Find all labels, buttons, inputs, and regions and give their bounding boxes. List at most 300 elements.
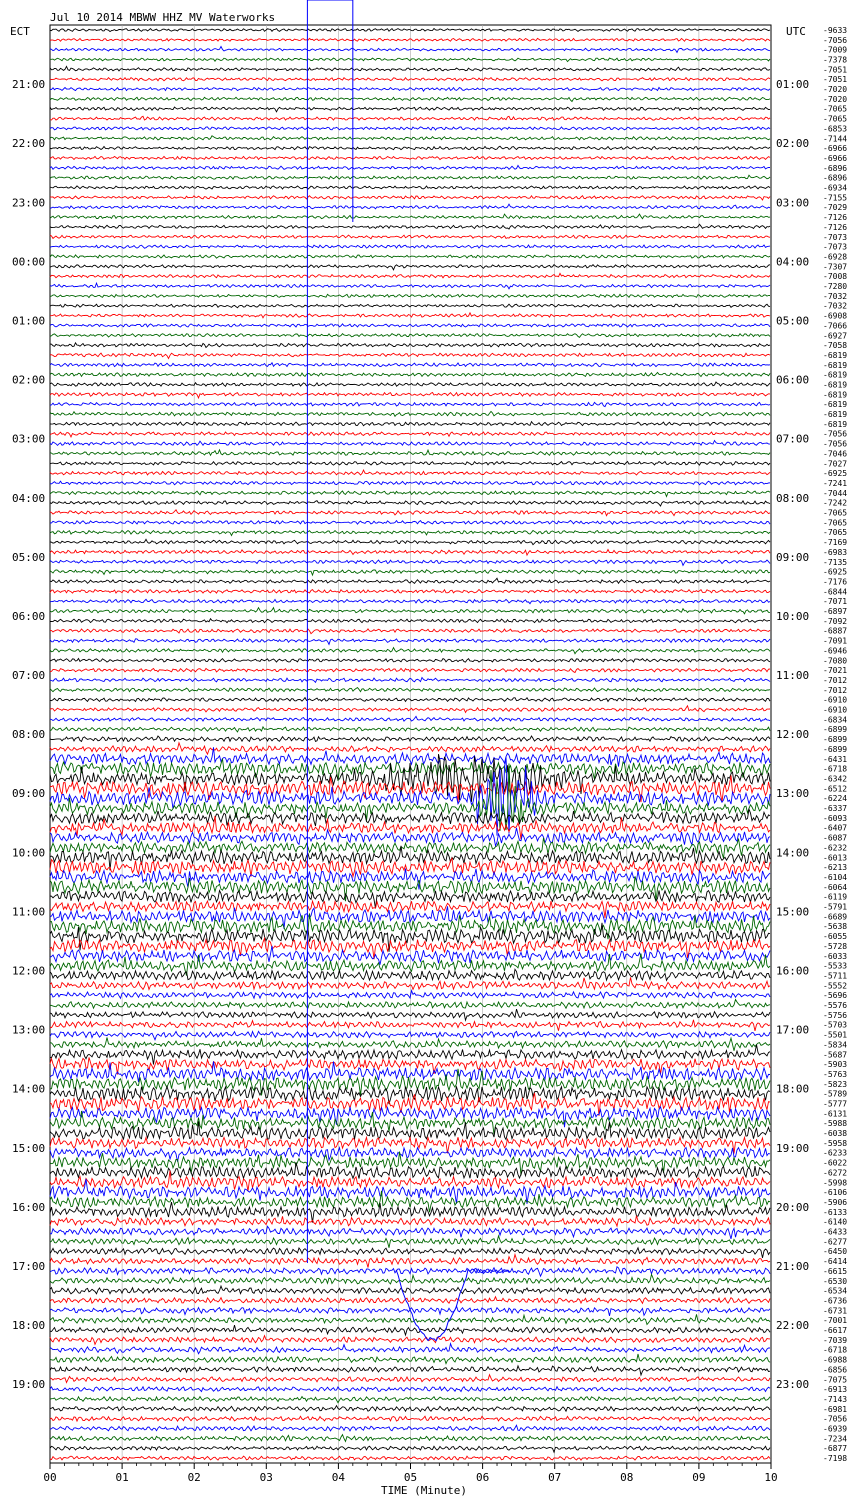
right-hour-label: 04:00	[776, 255, 810, 269]
right-hour-labels	[776, 78, 809, 1391]
trace-row-58	[50, 599, 770, 603]
row-value-label: -6433	[823, 1227, 848, 1237]
row-value-label: -7056	[823, 429, 848, 439]
row-value-label: -6022	[823, 1158, 848, 1168]
trace-row-1	[50, 38, 770, 41]
trace-row-27	[50, 294, 770, 297]
trace-row-47	[50, 491, 770, 497]
x-tick-label: 01	[115, 1471, 129, 1484]
row-value-label: -6038	[823, 1129, 848, 1139]
right-hour-label: 19:00	[776, 1141, 810, 1155]
x-tick-label: 00	[43, 1471, 57, 1484]
row-value-label: -6925	[823, 567, 848, 577]
x-tick-label: 10	[764, 1471, 778, 1484]
trace-row-62	[50, 639, 770, 645]
trace-row-55	[50, 570, 770, 575]
row-value-label: -7051	[823, 65, 848, 75]
row-value-label: -6819	[823, 380, 848, 390]
trace-row-40	[50, 422, 770, 426]
row-value-label: -7280	[823, 282, 848, 292]
row-value-label: -6913	[823, 1385, 848, 1395]
row-value-label: -7012	[823, 685, 848, 695]
left-hour-labels	[12, 78, 45, 1391]
row-value-labels	[823, 26, 847, 1463]
right-hour-label: 08:00	[776, 491, 810, 505]
x-axis-label: TIME (Minute)	[380, 1484, 468, 1497]
row-value-label: -6988	[823, 1355, 848, 1365]
row-value-label: -6093	[823, 813, 848, 823]
row-value-label: -6617	[823, 1326, 848, 1336]
row-value-label: -6342	[823, 774, 848, 784]
row-value-label: -7092	[823, 616, 848, 626]
row-value-label: -7046	[823, 449, 848, 459]
trace-row-115	[50, 1152, 770, 1176]
trace-row-87	[50, 876, 770, 901]
right-hour-label: 03:00	[776, 196, 810, 210]
left-hour-label: 17:00	[12, 1260, 46, 1274]
trace-row-63	[50, 648, 770, 654]
row-value-label: -7241	[823, 478, 848, 488]
right-hour-label: 13:00	[776, 787, 810, 801]
trace-row-136	[50, 1366, 770, 1375]
trace-row-29	[50, 313, 770, 318]
row-value-label: -6939	[823, 1424, 848, 1434]
row-value-label: -5789	[823, 1089, 848, 1099]
trace-row-38	[50, 402, 770, 406]
trace-row-91	[50, 913, 770, 939]
trace-row-56	[50, 578, 770, 583]
row-value-label: -6087	[823, 833, 848, 843]
trace-row-145	[50, 1456, 770, 1460]
trace-row-39	[50, 411, 770, 416]
row-value-label: -6928	[823, 252, 848, 262]
right-hour-label: 09:00	[776, 550, 810, 564]
row-value-label: -6897	[823, 607, 848, 617]
trace-row-21	[50, 235, 770, 239]
row-value-label: -7065	[823, 508, 848, 518]
trace-row-133	[50, 1336, 770, 1345]
row-value-label: -7029	[823, 203, 848, 213]
trace-row-32	[50, 343, 770, 348]
trace-row-33	[50, 353, 770, 358]
row-value-label: -6133	[823, 1207, 848, 1217]
row-value-label: -5834	[823, 1040, 848, 1050]
row-value-label: -7056	[823, 439, 848, 449]
trace-row-64	[50, 659, 770, 663]
trace-row-68	[50, 698, 770, 702]
row-value-label: -6277	[823, 1237, 848, 1247]
row-value-label: -5552	[823, 981, 848, 991]
right-hour-label: 14:00	[776, 846, 810, 860]
row-value-label: -5906	[823, 1197, 848, 1207]
row-value-label: -6232	[823, 843, 848, 853]
row-value-label: -6910	[823, 695, 848, 705]
left-hour-label: 08:00	[12, 728, 46, 742]
row-value-label: -6819	[823, 400, 848, 410]
trace-row-135	[50, 1354, 770, 1364]
trace-row-59	[50, 608, 770, 614]
row-value-label: -7307	[823, 262, 848, 272]
trace-row-11	[50, 136, 770, 140]
left-hour-label: 03:00	[12, 432, 46, 446]
row-value-label: -6899	[823, 725, 848, 735]
trace-row-71	[50, 727, 770, 732]
right-hour-label: 17:00	[776, 1023, 810, 1037]
x-tick-label: 03	[259, 1471, 273, 1484]
left-hour-label: 15:00	[12, 1141, 46, 1155]
row-value-label: -6896	[823, 173, 848, 183]
left-hour-label: 07:00	[12, 669, 46, 683]
row-value-label: -7126	[823, 222, 848, 232]
right-hour-label: 07:00	[776, 432, 810, 446]
row-value-label: -7012	[823, 675, 848, 685]
trace-row-70	[50, 716, 770, 721]
trace-row-19	[50, 214, 770, 219]
row-value-label: -6946	[823, 646, 848, 656]
trace-row-0	[50, 29, 770, 32]
row-value-label: -6104	[823, 872, 848, 882]
row-value-label: -7378	[823, 55, 848, 65]
row-value-label: -7155	[823, 193, 848, 203]
trace-row-36	[50, 382, 770, 386]
row-value-label: -5958	[823, 1138, 848, 1148]
row-value-label: -6934	[823, 183, 848, 193]
trace-row-7	[50, 97, 770, 101]
trace-row-51	[50, 531, 770, 536]
row-value-label: -6106	[823, 1188, 848, 1198]
trace-row-122	[50, 1226, 770, 1239]
left-axis-title: ECT	[10, 25, 30, 38]
trace-row-10	[50, 127, 770, 130]
row-value-label: -6819	[823, 390, 848, 400]
trace-row-98	[50, 991, 770, 999]
row-value-label: -6033	[823, 951, 848, 961]
row-value-label: -6407	[823, 823, 848, 833]
row-value-label: -7032	[823, 301, 848, 311]
trace-row-103	[50, 1038, 770, 1051]
right-hour-label: 01:00	[776, 78, 810, 92]
trace-row-44	[50, 462, 770, 466]
left-hour-label: 09:00	[12, 787, 46, 801]
row-value-label: -5728	[823, 941, 848, 951]
trace-row-14	[50, 165, 770, 169]
trace-row-16	[50, 186, 770, 189]
trace-row-54	[50, 560, 770, 565]
row-value-label: -6981	[823, 1404, 848, 1414]
row-value-label: -6718	[823, 764, 848, 774]
trace-row-31	[50, 334, 770, 338]
trace-row-121	[50, 1216, 770, 1226]
row-value-label: -7143	[823, 1394, 848, 1404]
row-value-label: -7091	[823, 636, 848, 646]
left-hour-label: 22:00	[12, 137, 46, 151]
trace-row-3	[50, 58, 770, 62]
trace-row-66	[50, 678, 770, 683]
trace-row-144	[50, 1446, 770, 1452]
trace-row-134	[50, 1344, 770, 1354]
row-value-label: -7065	[823, 528, 848, 538]
row-value-label: -7021	[823, 666, 848, 676]
row-value-label: -7176	[823, 577, 848, 587]
row-value-label: -7001	[823, 1316, 848, 1326]
row-value-label: -5711	[823, 971, 848, 981]
chart-title: Jul 10 2014 MBWW HHZ MV Waterworks	[50, 11, 276, 24]
row-value-label: -6131	[823, 1109, 848, 1119]
row-value-label: -5988	[823, 1119, 848, 1129]
right-hour-label: 18:00	[776, 1082, 810, 1096]
row-value-label: -6896	[823, 163, 848, 173]
row-value-label: -6213	[823, 863, 848, 873]
right-hour-label: 21:00	[776, 1260, 810, 1274]
trace-row-12	[50, 146, 770, 150]
trace-row-118	[50, 1179, 770, 1204]
trace-row-48	[50, 501, 770, 506]
right-hour-label: 11:00	[776, 669, 810, 683]
trace-row-5	[50, 78, 770, 81]
trace-row-61	[50, 629, 770, 634]
minute-gridlines	[122, 25, 699, 1463]
trace-row-101	[50, 1020, 770, 1031]
trace-row-143	[50, 1435, 770, 1442]
row-value-label: -5998	[823, 1178, 848, 1188]
right-hour-label: 02:00	[776, 137, 810, 151]
x-tick-label: 04	[331, 1471, 346, 1484]
trace-row-34	[50, 363, 770, 367]
row-value-label: -5703	[823, 1020, 848, 1030]
row-value-label: -7144	[823, 134, 848, 144]
row-value-label: -6908	[823, 311, 848, 321]
trace-row-140	[50, 1406, 770, 1412]
row-value-label: -6877	[823, 1444, 848, 1454]
trace-row-73	[50, 743, 770, 754]
row-value-label: -6615	[823, 1266, 848, 1276]
row-value-label: -6844	[823, 587, 848, 597]
row-value-label: -7198	[823, 1454, 848, 1464]
row-value-label: -6899	[823, 744, 848, 754]
row-value-label: -6819	[823, 370, 848, 380]
row-value-label: -7080	[823, 656, 848, 666]
row-value-label: -7075	[823, 1375, 848, 1385]
row-value-label: -7020	[823, 85, 848, 95]
trace-row-45	[50, 470, 770, 475]
row-value-label: -6534	[823, 1286, 848, 1296]
trace-row-137	[50, 1375, 770, 1383]
trace-row-131	[50, 1314, 770, 1324]
trace-row-52	[50, 539, 770, 544]
row-value-label: -6013	[823, 853, 848, 863]
row-value-label: -6834	[823, 715, 848, 725]
left-hour-label: 14:00	[12, 1082, 46, 1096]
row-value-label: -5638	[823, 922, 848, 932]
row-value-label: -7056	[823, 1414, 848, 1424]
row-value-label: -6337	[823, 804, 848, 814]
row-value-label: -5687	[823, 1050, 848, 1060]
trace-row-105	[50, 1057, 770, 1074]
row-value-label: -6414	[823, 1257, 848, 1267]
left-hour-label: 19:00	[12, 1378, 46, 1392]
row-value-label: -6450	[823, 1247, 848, 1257]
row-value-label: -5903	[823, 1060, 848, 1070]
left-hour-label: 12:00	[12, 964, 46, 978]
row-value-label: -6966	[823, 144, 848, 154]
left-hour-label: 02:00	[12, 373, 46, 387]
row-value-label: -6272	[823, 1168, 848, 1178]
right-hour-label: 20:00	[776, 1200, 810, 1214]
row-value-label: -5823	[823, 1079, 848, 1089]
right-hour-label: 16:00	[776, 964, 810, 978]
x-axis-ticks	[43, 1463, 777, 1484]
row-value-label: -6736	[823, 1296, 848, 1306]
trace-row-129	[50, 1297, 770, 1304]
x-tick-label: 08	[620, 1471, 634, 1484]
row-value-label: -7242	[823, 498, 848, 508]
row-value-label: -7066	[823, 321, 848, 331]
row-value-label: -7056	[823, 35, 848, 45]
right-hour-label: 10:00	[776, 609, 810, 623]
row-value-label: -7009	[823, 45, 848, 55]
trace-row-20	[50, 224, 770, 229]
trace-row-124	[50, 1248, 770, 1258]
row-value-label: -7032	[823, 291, 848, 301]
right-hour-label: 23:00	[776, 1378, 810, 1392]
right-hour-label: 15:00	[776, 905, 810, 919]
left-hour-label: 18:00	[12, 1319, 46, 1333]
trace-row-142	[50, 1425, 770, 1431]
right-hour-label: 12:00	[776, 728, 810, 742]
row-value-label: -5756	[823, 1010, 848, 1020]
row-value-label: -6819	[823, 410, 848, 420]
row-value-label: -5777	[823, 1099, 848, 1109]
trace-row-50	[50, 521, 770, 525]
trace-row-126	[50, 1267, 770, 1276]
trace-row-141	[50, 1416, 770, 1421]
trace-row-28	[50, 304, 770, 308]
row-value-label: -9633	[823, 25, 848, 35]
x-tick-label: 05	[403, 1471, 418, 1484]
row-value-label: -7051	[823, 75, 848, 85]
row-value-label: -7065	[823, 114, 848, 124]
x-tick-label: 09	[692, 1471, 706, 1484]
trace-row-8	[50, 107, 770, 112]
row-value-label: -6819	[823, 360, 848, 370]
trace-row-46	[50, 481, 770, 485]
row-value-label: -7135	[823, 557, 848, 567]
row-value-label: -6140	[823, 1217, 848, 1227]
row-value-label: -6233	[823, 1148, 848, 1158]
trace-row-127	[50, 1275, 770, 1284]
trace-row-15	[50, 175, 770, 179]
trace-row-25	[50, 273, 770, 277]
seismic-traces	[50, 29, 770, 1461]
x-tick-label: 07	[548, 1471, 562, 1484]
left-hour-label: 21:00	[12, 78, 46, 92]
trace-row-35	[50, 373, 770, 377]
row-value-label: -5763	[823, 1069, 848, 1079]
left-hour-label: 06:00	[12, 609, 46, 623]
row-value-label: -7126	[823, 213, 848, 223]
trace-row-97	[50, 977, 770, 989]
trace-row-37	[50, 393, 770, 398]
row-value-label: -6530	[823, 1276, 848, 1286]
left-hour-label: 04:00	[12, 491, 46, 505]
trace-row-65	[50, 668, 770, 672]
trace-row-81	[50, 816, 770, 840]
trace-row-80	[50, 809, 770, 826]
row-value-label: -6512	[823, 784, 848, 794]
left-hour-label: 10:00	[12, 846, 46, 860]
row-value-label: -6119	[823, 892, 848, 902]
trace-row-22	[50, 245, 770, 248]
row-value-label: -7169	[823, 538, 848, 548]
row-value-label: -6224	[823, 794, 848, 804]
trace-row-6	[50, 88, 770, 92]
right-hour-label: 05:00	[776, 314, 810, 328]
trace-row-24	[50, 265, 770, 270]
row-value-label: -5533	[823, 961, 848, 971]
trace-row-138	[50, 1387, 770, 1392]
left-hour-label: 23:00	[12, 196, 46, 210]
trace-row-104	[50, 1045, 770, 1065]
trace-row-18	[50, 204, 770, 209]
trace-row-123	[50, 1236, 770, 1248]
trace-row-4	[50, 66, 770, 71]
row-value-label: -7044	[823, 488, 848, 498]
trace-row-53	[50, 550, 770, 556]
trace-row-139	[50, 1397, 770, 1403]
row-value-label: -6910	[823, 705, 848, 715]
trace-row-99	[50, 1000, 770, 1009]
trace-row-30	[50, 324, 770, 327]
row-value-label: -5791	[823, 902, 848, 912]
right-axis-title: UTC	[786, 25, 806, 38]
trace-row-49	[50, 510, 770, 516]
row-value-label: -6689	[823, 912, 848, 922]
row-value-label: -5696	[823, 991, 848, 1001]
row-value-label: -6819	[823, 419, 848, 429]
trace-row-42	[50, 441, 770, 446]
row-value-label: -6853	[823, 124, 848, 134]
row-value-label: -6899	[823, 735, 848, 745]
left-hour-label: 11:00	[12, 905, 46, 919]
trace-row-26	[50, 283, 770, 289]
trace-row-41	[50, 432, 770, 437]
x-tick-label: 06	[475, 1471, 490, 1484]
row-value-label: -7071	[823, 597, 848, 607]
x-tick-label: 02	[187, 1471, 201, 1484]
row-value-label: -5501	[823, 1030, 848, 1040]
row-value-label: -7008	[823, 272, 848, 282]
left-hour-label: 01:00	[12, 314, 46, 328]
trace-row-57	[50, 590, 770, 594]
row-value-label: -6718	[823, 1345, 848, 1355]
row-value-label: -6431	[823, 754, 848, 764]
right-hour-label: 06:00	[776, 373, 810, 387]
row-value-label: -6925	[823, 469, 848, 479]
row-value-label: -6856	[823, 1365, 848, 1375]
trace-row-13	[50, 156, 770, 159]
trace-row-69	[50, 706, 770, 713]
left-hour-label: 16:00	[12, 1200, 46, 1214]
trace-row-72	[50, 736, 770, 742]
row-value-label: -7020	[823, 94, 848, 104]
row-value-label: -6064	[823, 882, 848, 892]
trace-row-9	[50, 116, 770, 120]
row-value-label: -7073	[823, 232, 848, 242]
row-value-label: -5576	[823, 1001, 848, 1011]
row-value-label: -7065	[823, 518, 848, 528]
trace-row-125	[50, 1255, 770, 1268]
row-value-label: -6731	[823, 1306, 848, 1316]
